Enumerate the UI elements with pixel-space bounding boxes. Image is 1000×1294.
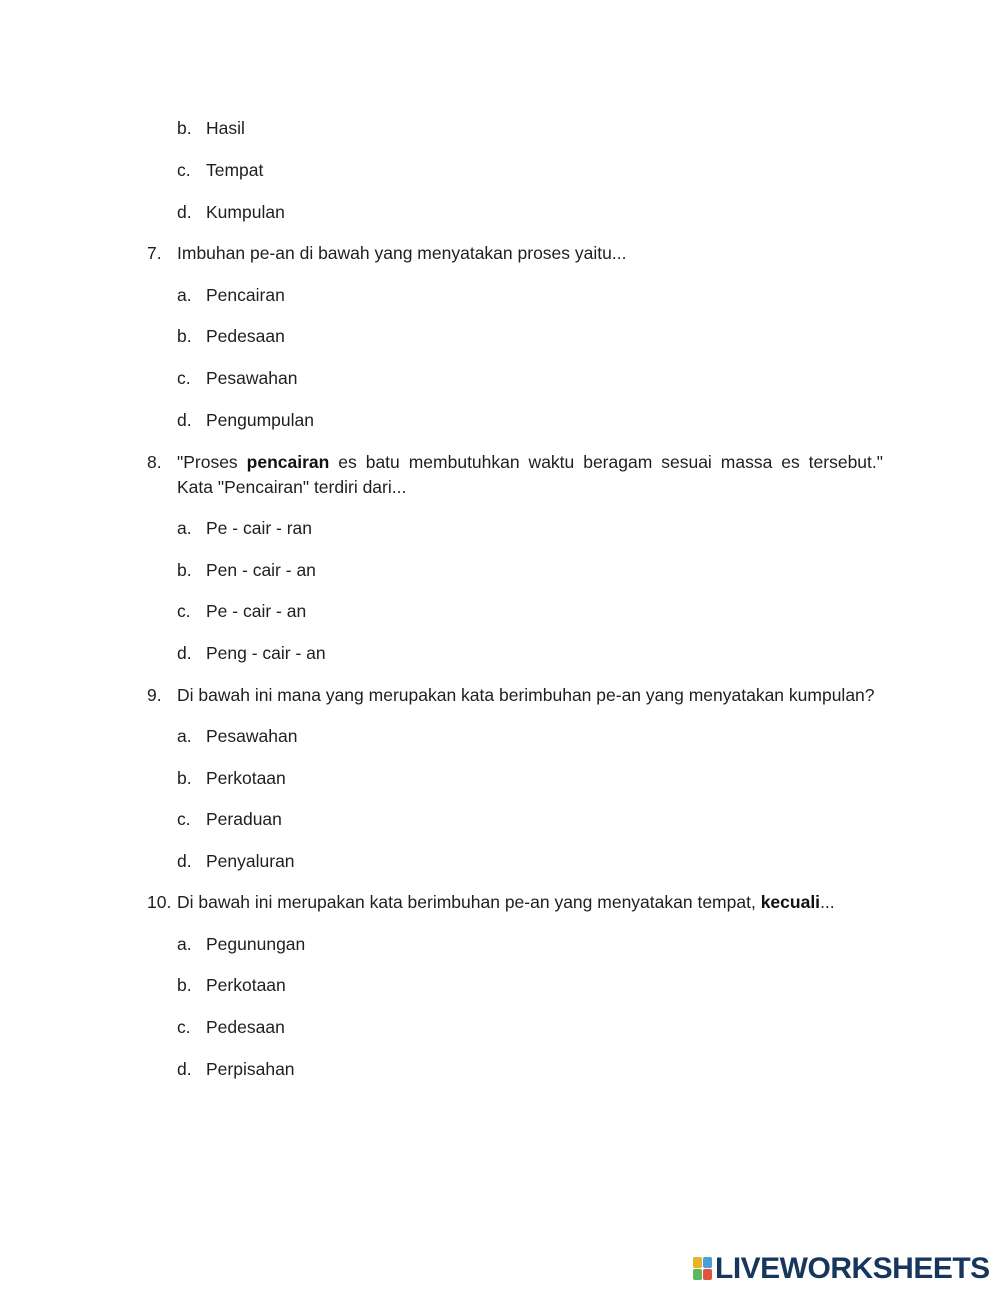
option-letter: b. [177,560,192,580]
option-text: Perpisahan [206,1059,295,1079]
option-letter: d. [177,643,192,663]
question-highlight-word: pencairan [246,452,330,472]
option-letter: b. [177,975,192,995]
logo-mark-icon [693,1257,713,1281]
option-letter: d. [177,410,192,430]
question-number: 7. [147,243,162,263]
option-text: Pesawahan [206,368,298,388]
option-letter: a. [177,285,192,305]
question-number: 8. [147,452,162,472]
question-text-part: es batu membutuhkan waktu beragam sesuai massa es tersebut." [338,452,883,472]
option-letter: b. [177,118,192,138]
option-text: Pegunungan [206,934,306,954]
option-text: Penyaluran [206,851,295,871]
option-text: Pen - cair - an [206,560,316,580]
question-text-part: Di bawah ini merupakan kata berimbuhan pe-an yang menyatakan tempat, [177,892,756,912]
option-letter: c. [177,809,191,829]
option-letter: d. [177,1059,192,1079]
option-text: Perkotaan [206,975,286,995]
option-text: Kumpulan [206,202,285,222]
option-text: Hasil [206,118,245,138]
option-letter: c. [177,160,191,180]
question-number: 9. [147,685,162,705]
option-letter: a. [177,934,192,954]
option-letter: d. [177,202,192,222]
liveworksheets-logo [693,1254,990,1284]
question-highlight-word: kecuali [760,892,821,912]
option-text: Pengumpulan [206,410,314,430]
option-letter: a. [177,518,192,538]
option-letter: a. [177,726,192,746]
option-letter: b. [177,768,192,788]
option-letter: c. [177,1017,191,1037]
option-text: Pencairan [206,285,285,305]
option-text: Tempat [206,160,264,180]
option-text: Pesawahan [206,726,298,746]
question-text: Imbuhan pe-an di bawah yang menyatakan proses yaitu... [177,243,627,263]
logo-wordmark: LIVEWORKSHEETS [715,1252,990,1285]
option-text: Perkotaan [206,768,286,788]
question-number: 10. [147,892,172,912]
option-text: Pe - cair - ran [206,518,312,538]
question-text-part: "Proses [177,452,238,472]
question-text [177,450,883,474]
option-text: Pedesaan [206,1017,285,1037]
option-letter: b. [177,326,192,346]
question-text: Di bawah ini mana yang merupakan kata berimbuhan pe-an yang menyatakan kumpulan? [177,685,875,705]
option-text: Pe - cair - an [206,601,307,621]
question-text [177,890,835,914]
option-letter: c. [177,368,191,388]
option-letter: c. [177,601,191,621]
question-text-line2: Kata "Pencairan" terdiri dari... [177,477,407,497]
option-text: Peng - cair - an [206,643,326,663]
option-letter: d. [177,851,192,871]
option-text: Pedesaan [206,326,285,346]
option-text: Peraduan [206,809,282,829]
question-text-part: ... [820,892,835,912]
